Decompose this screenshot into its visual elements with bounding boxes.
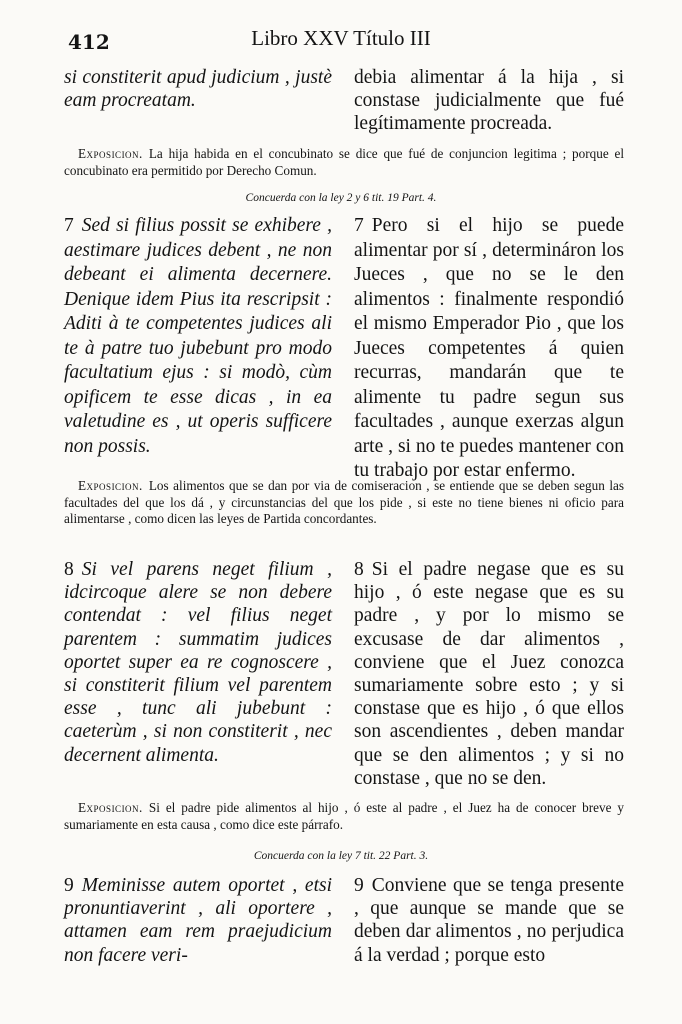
exposicion-label: Exposicion. [78, 146, 143, 161]
paragraph-number: 7 [64, 215, 74, 236]
section-7-latin [64, 214, 332, 484]
spanish-text: Conviene que se tenga presente , que aunque se mande que se deben dar alimentos , no perjudica á la verdad ; porque esto [354, 875, 624, 966]
spanish-text: Si el padre negase que es su hijo , ó este negase que es su padre , y por lo mismo se excusase de dar alimentos , conviene que el Juez conozca sumariamente sobre esto ; y si constase que es hijo , ó que ellos son ascendientes , deben mandar que se den alimentos ; y si no constase , que no se den. [354, 559, 624, 789]
section-9-spanish [354, 874, 624, 967]
section-7-columns [64, 214, 624, 484]
exposicion-1 [64, 146, 624, 179]
section-8-columns [64, 558, 624, 790]
exposicion-label: Exposicion. [78, 800, 143, 815]
page-number: 412 [68, 30, 110, 54]
concordance-note: Concuerda con la ley 7 tit. 22 Part. 3. [253, 850, 429, 862]
section-7-spanish [354, 214, 624, 484]
section-0-spanish: debia alimentar á la hija , si constase judicialmente que fué legítimamente procreada. [354, 67, 624, 135]
section-0-latin: si constiterit apud judicium , justè eam procreatam. [64, 67, 332, 112]
exposicion-text: La hija habida en el concubinato se dice que fué de conjuncion legitima ; porque el concubinato era permitido por Derecho Comun. [64, 146, 624, 178]
page-header [0, 22, 682, 58]
section-9-latin [64, 874, 332, 967]
section-9-columns [64, 874, 624, 967]
paragraph-number: 9 [64, 875, 74, 896]
concordance-note: Concuerda con la ley 2 y 6 tit. 19 Part. 4. [245, 192, 437, 204]
latin-text: Sed si filius possit se exhibere , aestimare judices debent , ne non debeant ei alimenta decernere. Denique idem Pius ita rescripsit : Aditi à te competentes judices ali te à patre tuo jubebunt pro modo facultatium ejus : si modò, cùm opificem te esse dicas , in ea valetudine es , ut operis sufficere non possis. [64, 215, 332, 457]
spanish-text: Pero si el hijo se puede alimentar por sí , determináron los Jueces , que no se le den alimentos : finalmente respondió el mismo Emperador Pio , que los Jueces competentes á quien recurras, mandarán que te alimente tu padre segun sus facultades , aunque exerzas algun arte , si no te puedes mantener con tu trabajo por estar enfermo. [354, 215, 624, 481]
section-8-spanish [354, 558, 624, 790]
exposicion-2 [64, 478, 624, 528]
section-8-latin [64, 558, 332, 790]
exposicion-text: Si el padre pide alimentos al hijo , ó este al padre , el Juez ha de conocer breve y sumariamente en esta causa , como dice este párrafo. [64, 800, 624, 832]
latin-text: Meminisse autem oportet , etsi pronuntiaverint , ali oportere , attamen eam rem praejudicium non facere veri- [64, 875, 332, 966]
paragraph-number: 7 [354, 215, 364, 236]
section-0-columns [64, 66, 624, 136]
paragraph-number: 8 [354, 559, 364, 580]
exposicion-text: Los alimentos que se dan por via de comiseracion , se entiende que se deben segun las facultades del que los dá , y circunstancias del que los pide , si este no tiene bienes ni oficio para alimentarse , como dicen las leyes de Partida concordantes. [64, 478, 624, 526]
latin-text: Si vel parens neget filium , idcircoque alere se non debere contendat : vel filius neget parentem : summatim judices oportet super ea re cognoscere , si constiterit filium vel parentem esse , tunc ali jubebunt : caeterùm , si non constiterit , nec decernent alimenta. [64, 559, 332, 766]
exposicion-label: Exposicion. [78, 478, 143, 493]
running-title: Libro XXV Título III [251, 26, 431, 50]
paragraph-number: 9 [354, 875, 364, 896]
paragraph-number: 8 [64, 559, 74, 580]
exposicion-3 [64, 800, 624, 833]
